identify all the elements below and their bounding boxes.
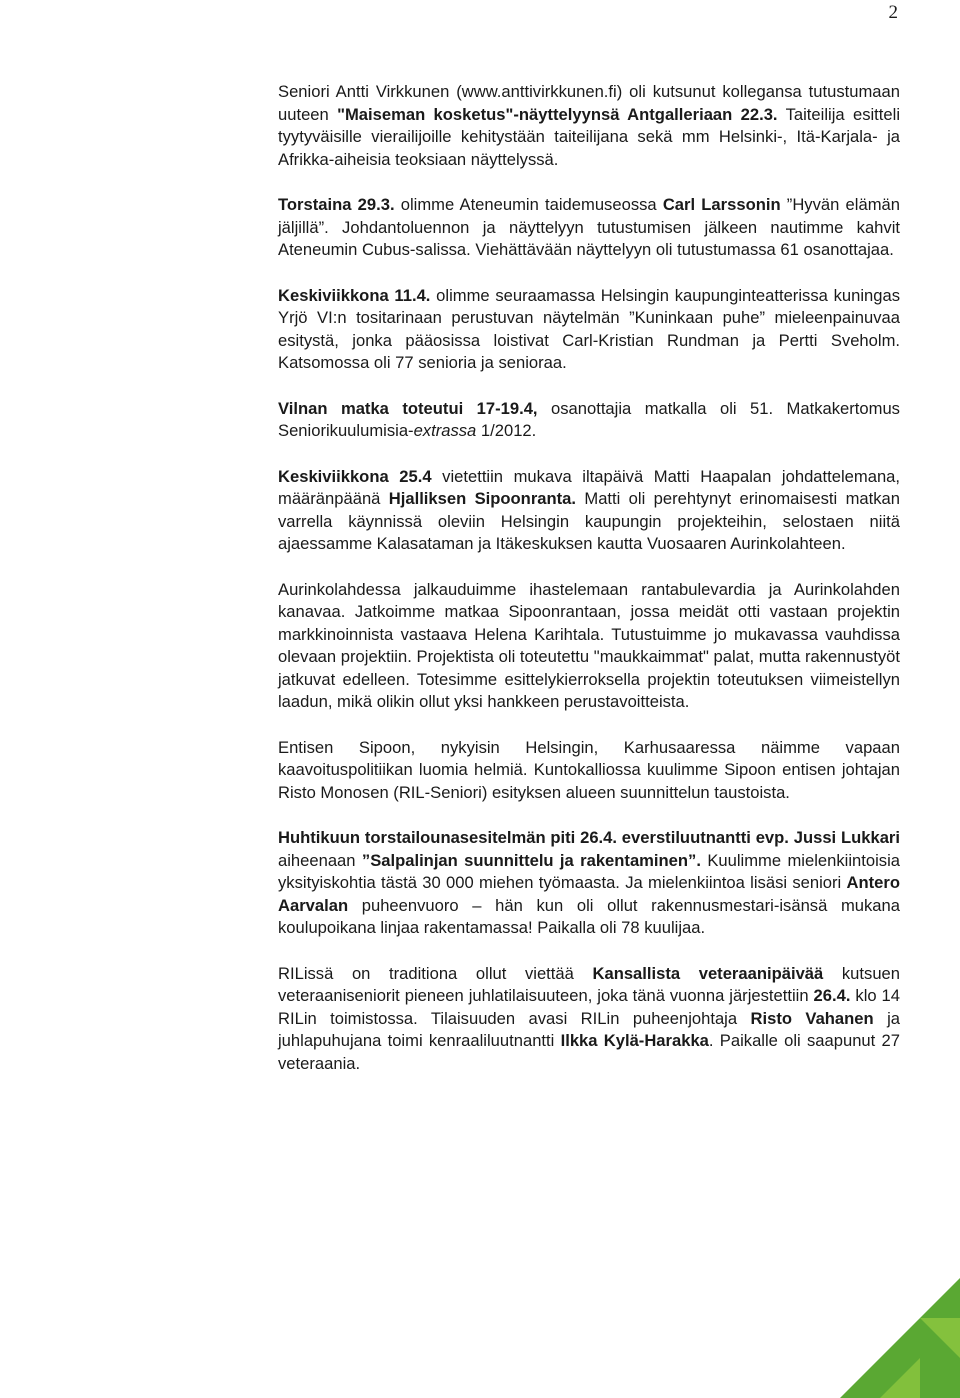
text-run: olimme seuraamassa Helsingin kaupunginteatterissa kuningas Yrjö VI:n tositarinaan perustuvan näytelmän ”Kuninkaan puhe” mieleenpainuvaa esitystä, jonka pääosissa loistivat Carl-Kristian Rundman ja Pertti Sveholm. Katsomossa oli 77 senioria ja senioraa.: [278, 285, 900, 372]
text-run: puheenvuoro – hän kun oli ollut rakennusmestari-isänsä mukana koulupoikana linjaa rakentamassa! Paikalla oli 78 kuulijaa.: [278, 895, 900, 937]
text-run: Kuulimme mielenkiintoisia yksityiskohtia tästä 30 000 miehen työmaasta. Ja mielenkiintoa lisäsi seniori: [278, 850, 900, 892]
text-run: ”Hyvän elämän jäljillä”. Johdantoluennon ja näyttelyyn tutustumisen jälkeen nautimme kahvit Ateneumin Cubus-salissa. Viehättävään näyttelyyn oli tutustumassa 61 osanottajaa.: [278, 195, 900, 259]
bold-text: Keskiviikkona 25.4: [278, 466, 432, 486]
paragraph-p8: [278, 827, 900, 940]
bold-text: Torstaina 29.3.: [278, 195, 395, 214]
bold-text: Hjalliksen Sipoonranta.: [388, 489, 577, 508]
paragraph-p4: [278, 398, 900, 443]
bold-text: Risto Vahanen: [750, 1008, 874, 1028]
bold-text: Huhtikuun torstailounasesitelmän piti 26.4. everstiluutnantti evp. Jussi Lukkari: [278, 828, 900, 847]
paragraph-p5: [278, 466, 900, 556]
italic-text: extrassa: [413, 421, 477, 440]
paragraph-p6: [278, 579, 900, 714]
paragraph-p1: [278, 81, 900, 171]
bold-text: ”Salpalinjan suunnittelu ja rakentaminen”.: [361, 850, 701, 870]
bold-text: Kansallista veteraanipäivää: [592, 963, 824, 983]
text-run: Matti oli perehtynyt erinomaisesti matkan varrella käynnissä oleviin Helsingin kaupungin projekteihin, selostaen niitä ajaessamme Kalasataman ja Itäkeskuksen kautta Vuosaaren Aurinkolahteen.: [278, 489, 900, 553]
bold-text: Antero Aarvalan: [278, 873, 900, 915]
document-body: [278, 81, 900, 1098]
paragraph-p9: [278, 963, 900, 1076]
text-run: olimme Ateneumin taidemuseossa: [394, 195, 663, 214]
text-run: kutsuen veteraaniseniorit pieneen juhlatilaisuuteen, joka tänä vuonna järjestettiin: [278, 963, 901, 1005]
bold-text: Ilkka Kylä-Harakka: [560, 1031, 709, 1050]
text-run: osanottajia matkalla oli 51. Matkakertomus Seniorikuulumisia-: [278, 398, 900, 440]
text-run: 1/2012.: [476, 421, 537, 440]
bold-text: Carl Larssonin: [662, 195, 781, 214]
text-run: RILissä on traditiona ollut viettää: [278, 963, 593, 983]
text-run: Entisen Sipoon, nykyisin Helsingin, Karhusaaressa näimme vapaan kaavoituspolitiikan luomia helmiä. Kuntokalliossa kuulimme Sipoon entisen johtajan Risto Monosen (RIL-Seniori) esityksen alueen suunnittelun taustoista.: [278, 737, 900, 802]
bold-text: Vilnan matka toteutui 17-19.4,: [278, 398, 538, 418]
text-run: vietettiin mukava iltapäivä Matti Haapalan johdattelemana, määränpäänä: [278, 466, 901, 508]
paragraph-p7: [278, 737, 900, 805]
bold-text: Keskiviikkona 11.4.: [278, 285, 431, 305]
paragraph-p3: [278, 285, 900, 375]
bold-text: 26.4.: [813, 986, 851, 1005]
corner-decoration: [770, 1278, 960, 1398]
text-run: aiheenaan: [278, 850, 362, 870]
bold-text: "Maiseman kosketus"-näyttelyynsä Antgalleriaan 22.3.: [337, 104, 778, 124]
text-run: . Paikalle oli saapunut 27 veteraania.: [278, 1031, 900, 1073]
page-number: 2: [888, 2, 898, 23]
text-run: ja juhlapuhujana toimi kenraaliluutnantti: [278, 1008, 901, 1050]
text-run: Seniori Antti Virkkunen (www.anttivirkkunen.fi) oli kutsunut kollegansa tutustumaan uuteen: [278, 82, 900, 124]
paragraph-p2: [278, 194, 900, 262]
text-run: Taiteilija esitteli tyytyväisille vierailijoille kehitystään taiteilijana sekä mm Helsinki-, Itä-Karjala- ja Afrikka-aiheisia teoksiaan näyttelyssä.: [278, 104, 901, 169]
text-run: klo 14 RILin toimistossa. Tilaisuuden avasi RILin puheenjohtaja: [278, 986, 901, 1028]
text-run: Aurinkolahdessa jalkauduimme ihastelemaan rantabulevardia ja Aurinkolahden kanavaa. Jatkoimme matkaa Sipoonrantaan, jossa meidät otti vastaan projektin markkinoinnista vastaava Helena Karihtala. Tutustuimme jo mukavassa vauhdissa olevaan projektiin. Projektista oli toteutettu "maukkaimmat" palat, mutta rakennustyöt jatkuvat edelleen. Totesimme esittelykierroksella projektin toteutuksen viimeistellyn laadun, mikä olikin ollut yksi hankkeen perustavoitteista.: [278, 579, 900, 711]
